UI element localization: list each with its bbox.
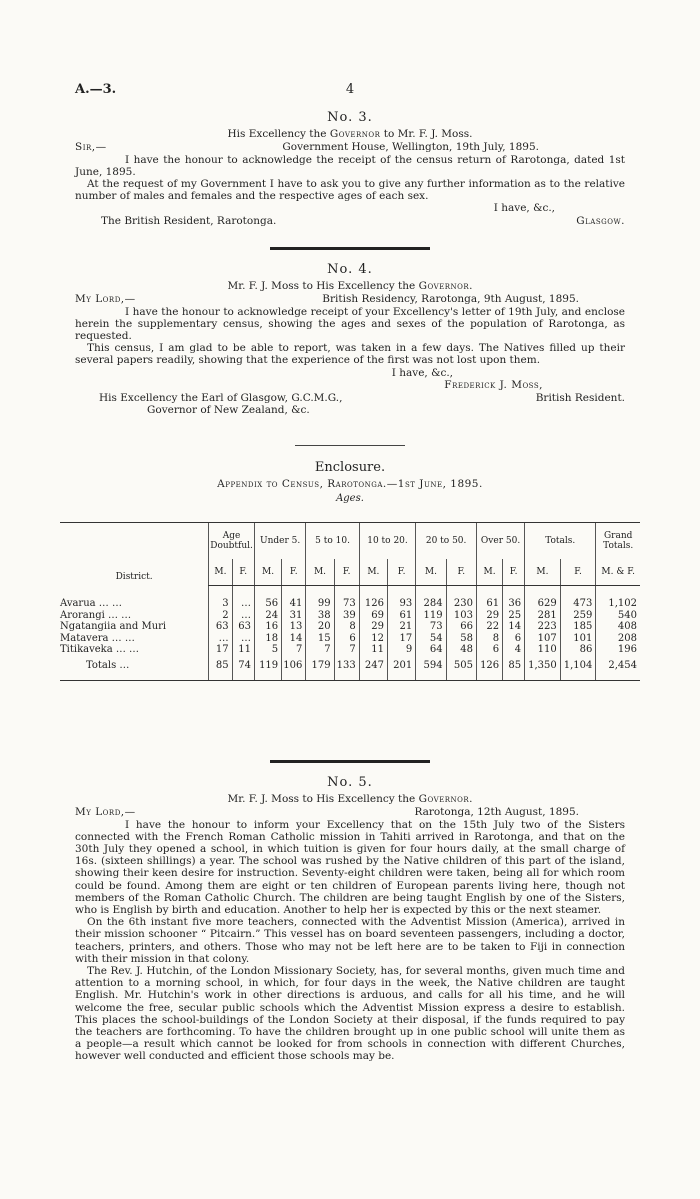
document-reference: A.—3.	[75, 82, 117, 97]
value-cell: 17	[209, 644, 232, 656]
value-cell: 29	[359, 621, 387, 633]
value-cell: 6	[334, 633, 359, 645]
value-cell: 101	[560, 633, 596, 645]
value-cell: 64	[416, 644, 446, 656]
value-cell: 12	[359, 633, 387, 645]
district-cell: Titikaveka … …	[60, 644, 140, 655]
total-cell: 1,104	[560, 656, 596, 672]
letter-no4-paragraph-2: This census, I am glad to be able to report, was taken in a few days. The Natives filled up their several papers readily, showing that the experience of the first was not lost upon them.	[75, 342, 625, 367]
value-cell: 8	[476, 633, 502, 645]
value-cell: …	[209, 633, 232, 645]
value-cell: 61	[388, 610, 416, 622]
rule-cell	[388, 672, 416, 681]
group-header: Grand Totals.	[596, 523, 640, 560]
total-cell: 85	[503, 656, 525, 672]
value-cell: 38	[306, 610, 334, 622]
value-cell: 22	[476, 621, 502, 633]
subtitle-text: His Excellency the	[227, 128, 330, 140]
salutation: Sir,—	[75, 141, 107, 153]
letter-no4-paragraph-1: I have the honour to acknowledge receipt of your Excellency's letter of 19th July, and enclose herein the supplementary census, showing the ages and sexes of the population of Rarotonga, as requested.	[75, 305, 625, 342]
total-cell: 2,454	[596, 656, 640, 672]
spacer-cell	[60, 586, 209, 599]
value-cell: 8	[334, 621, 359, 633]
addressee: His Excellency the Earl of Glasgow, G.C.M.G.,	[99, 391, 343, 404]
table-row	[60, 610, 640, 622]
letter-no3-paragraph-2: At the request of my Government I have to ask you to give any further information as to the relative number of males and females and the respective ages of each sex.	[75, 177, 625, 203]
sex-header: M.	[359, 559, 387, 586]
value-cell: 86	[560, 644, 596, 656]
value-cell: 7	[282, 644, 306, 656]
district-cell: Arorangi … …	[60, 609, 132, 621]
addressee-title: Governor of New Zealand, &c.	[147, 404, 310, 417]
value-cell: 20	[306, 621, 334, 633]
letter-no5-heading-line	[75, 806, 625, 819]
letter-no4-subtitle	[75, 280, 625, 292]
total-cell: 74	[232, 656, 254, 672]
rule-cell	[232, 672, 254, 681]
sex-header: F.	[560, 559, 596, 586]
value-cell: 196	[596, 644, 640, 656]
value-cell: 230	[446, 598, 476, 610]
value-cell: 540	[596, 610, 640, 622]
enclosure-subtitle: Appendix to Census, Rarotonga.—1st June, 1895.	[217, 478, 483, 490]
subtitle-text-end: .	[469, 793, 473, 805]
value-cell: 15	[306, 633, 334, 645]
totals-label: Totals …	[86, 659, 130, 671]
rule-cell	[503, 672, 525, 681]
value-cell: 7	[306, 644, 334, 656]
letter-no5-paragraph-3: The Rev. J. Hutchin, of the London Missionary Society, has, for several months, given much time and attention to a morning school, in which, for four days in the week, the Native children are taught English. Mr. Hutchin's work in other directions is arduous, and calls for all his time, and he will welcome the free, secular public schools which the Adventist Mission express a desire to establish. This places the school-buildings of the London Society at their disposal, if the funds required to pay the teachers are forthcoming. To have the children brought up in one public school will unite them as a people—a result which cannot be looked for from schools in connection with different Churches, however well conducted and efficient those schools may be.	[75, 964, 625, 1063]
value-cell: 259	[560, 610, 596, 622]
value-cell: 126	[359, 598, 387, 610]
value-cell: …	[232, 598, 254, 610]
district-cell: Ngatangiia and Muri	[60, 621, 167, 632]
table-spacer	[60, 586, 640, 599]
district-cell: Matavera … …	[60, 632, 135, 644]
signature: Frederick J. Moss,	[444, 379, 543, 392]
value-cell: 24	[254, 610, 281, 622]
total-cell: 505	[446, 656, 476, 672]
letter-no5-paragraph-1: I have the honour to inform your Excellency that on the 15th July two of the Sisters connected with the French Roman Catholic mission in Tahiti arrived in Rarotonga, and that on the 30th July they opened a school, in which tuition is given for four hours daily, at the small charge of 16s. (sixteen shillings) a year. The school was rushed by the Native children of this part of the island, showing their keen desire for instruction. Seventy-eight children were taken, being all for which room could be found. Among them are eight or ten children of European parents living here, though not members of the Roman Catholic Church. The children are being taught English by one of the Sisters, who is English by birth and education. Another to help her is expected by this or the next steamer.	[75, 818, 625, 916]
signature-title: British Resident.	[535, 391, 625, 404]
rule-cell	[282, 672, 306, 681]
value-cell: 54	[416, 633, 446, 645]
address-date: British Residency, Rarotonga, 9th August, 1895.	[322, 293, 579, 305]
closing: I have, &c.,	[493, 202, 555, 215]
subtitle-text-end: .	[469, 280, 473, 292]
rule-cell	[334, 672, 359, 681]
table-bottom-rule	[60, 672, 640, 681]
value-cell: 31	[282, 610, 306, 622]
value-cell: 16	[254, 621, 281, 633]
value-cell: 14	[282, 633, 306, 645]
value-cell: 223	[525, 621, 561, 633]
value-cell: 2	[209, 610, 232, 622]
value-cell: 29	[476, 610, 502, 622]
total-cell: 594	[416, 656, 446, 672]
value-cell: 9	[388, 644, 416, 656]
subtitle-smallcaps: Governor	[418, 793, 470, 805]
total-cell: 106	[282, 656, 306, 672]
value-cell: 13	[282, 621, 306, 633]
rule-cell	[560, 672, 596, 681]
value-cell: 36	[503, 598, 525, 610]
value-cell: 4	[503, 644, 525, 656]
salutation: My Lord,—	[75, 806, 136, 818]
value-cell: 1,102	[596, 598, 640, 610]
letter-no4-heading-line	[75, 293, 625, 306]
section-divider	[270, 247, 430, 250]
subtitle-text: Mr. F. J. Moss to His Excellency the	[227, 280, 419, 292]
value-cell: 73	[416, 621, 446, 633]
value-cell: 208	[596, 633, 640, 645]
table-row	[60, 644, 640, 656]
value-cell: 7	[334, 644, 359, 656]
value-cell: 284	[416, 598, 446, 610]
value-cell: 6	[476, 644, 502, 656]
value-cell: 61	[476, 598, 502, 610]
subtitle-smallcaps: Governor	[418, 280, 470, 292]
table-row	[60, 598, 640, 610]
sex-header: F.	[446, 559, 476, 586]
value-cell: 73	[334, 598, 359, 610]
total-cell: 133	[334, 656, 359, 672]
letter-no3-title: No. 3.	[327, 110, 373, 125]
total-cell: 201	[388, 656, 416, 672]
value-cell: 25	[503, 610, 525, 622]
value-cell: 99	[306, 598, 334, 610]
totals-row	[60, 656, 640, 672]
value-cell: 473	[560, 598, 596, 610]
letter-no5-paragraph-2: On the 6th instant five more teachers, connected with the Adventist Mission (America), arrived in their mission schooner “ Pitcairn.” This vessel has on board seventeen passengers, including a doctor, teachers, printers, and others. Those who may not be left here are to be taken to Fiji in connection with their mission in that colony.	[75, 916, 625, 965]
group-header: Totals.	[525, 523, 596, 560]
addressee: The British Resident, Rarotonga.	[101, 214, 277, 227]
value-cell: 103	[446, 610, 476, 622]
addressee-line-1	[75, 392, 625, 405]
signature: Glasgow.	[576, 214, 625, 227]
total-cell: 126	[476, 656, 502, 672]
value-cell: 6	[503, 633, 525, 645]
signature-line	[75, 215, 625, 228]
letter-no5-subtitle	[75, 793, 625, 805]
value-cell: 11	[359, 644, 387, 656]
enclosure	[75, 460, 625, 504]
section-divider	[270, 760, 430, 763]
value-cell: 66	[446, 621, 476, 633]
value-cell: 18	[254, 633, 281, 645]
sex-header: M.	[306, 559, 334, 586]
sex-header: M.	[254, 559, 281, 586]
subtitle-smallcaps: Governor	[329, 128, 381, 140]
letter-no4-title: No. 4.	[327, 262, 373, 277]
rule-cell	[596, 672, 640, 681]
rule-cell	[254, 672, 281, 681]
rule-cell	[209, 672, 232, 681]
value-cell: 41	[282, 598, 306, 610]
value-cell: …	[232, 633, 254, 645]
total-cell: 119	[254, 656, 281, 672]
rule-cell	[446, 672, 476, 681]
sex-header: M. & F.	[596, 559, 640, 586]
value-cell: 39	[334, 610, 359, 622]
sex-header: M.	[525, 559, 561, 586]
value-cell: 63	[232, 621, 254, 633]
sex-header: F.	[232, 559, 254, 586]
letter-no3-heading-line	[75, 141, 625, 154]
sex-header: M.	[416, 559, 446, 586]
rule-cell	[525, 672, 561, 681]
group-header: 10 to 20.	[359, 523, 416, 560]
value-cell: 58	[446, 633, 476, 645]
value-cell: 107	[525, 633, 561, 645]
enclosure-ages-label: Ages.	[336, 493, 364, 504]
table-header-row	[60, 523, 640, 560]
rule-cell	[476, 672, 502, 681]
value-cell: 69	[359, 610, 387, 622]
signature-line	[75, 379, 625, 392]
value-cell: …	[232, 610, 254, 622]
address-date: Government House, Wellington, 19th July, 1895.	[282, 141, 539, 153]
closing-line	[75, 367, 625, 380]
group-header: 20 to 50.	[416, 523, 477, 560]
value-cell: 5	[254, 644, 281, 656]
section-divider	[295, 445, 405, 446]
group-header: Over 50.	[476, 523, 524, 560]
salutation: My Lord,—	[75, 293, 136, 305]
sex-header: M.	[476, 559, 502, 586]
value-cell: 119	[416, 610, 446, 622]
value-cell: 408	[596, 621, 640, 633]
sex-header: F.	[282, 559, 306, 586]
district-header: District.	[60, 523, 209, 586]
rule-cell	[60, 672, 209, 681]
total-cell: 179	[306, 656, 334, 672]
subtitle-text: Mr. F. J. Moss to His Excellency the	[227, 793, 419, 805]
addressee-line-2	[75, 404, 625, 417]
rule-cell	[416, 672, 446, 681]
letter-no5-title: No. 5.	[327, 775, 373, 790]
value-cell: 63	[209, 621, 232, 633]
value-cell: 17	[388, 633, 416, 645]
value-cell: 110	[525, 644, 561, 656]
group-header: 5 to 10.	[306, 523, 359, 560]
closing: I have, &c.,	[391, 366, 453, 379]
sex-header: F.	[388, 559, 416, 586]
value-cell: 629	[525, 598, 561, 610]
rule-cell	[306, 672, 334, 681]
total-cell: 85	[209, 656, 232, 672]
letter-no4	[75, 262, 625, 417]
letter-no3	[75, 110, 625, 227]
total-cell: 247	[359, 656, 387, 672]
letter-no5	[75, 775, 625, 1063]
census-table	[60, 522, 640, 681]
enclosure-title: Enclosure.	[314, 460, 386, 475]
subtitle-text-end: to Mr. F. J. Moss.	[380, 128, 473, 140]
address-date: Rarotonga, 12th August, 1895.	[414, 806, 579, 818]
total-cell: 1,350	[525, 656, 561, 672]
value-cell: 3	[209, 598, 232, 610]
letter-no3-paragraph-1: I have the honour to acknowledge the receipt of the census return of Rarotonga, dated 1st June, 1895.	[75, 153, 625, 178]
table-row	[60, 621, 640, 633]
page-header	[75, 82, 625, 100]
group-header: Under 5.	[254, 523, 305, 560]
value-cell: 11	[232, 644, 254, 656]
group-header: Age Doubtful.	[209, 523, 255, 560]
sex-header: M.	[209, 559, 232, 586]
rule-cell	[359, 672, 387, 681]
closing-line	[75, 202, 625, 215]
value-cell: 14	[503, 621, 525, 633]
table-row	[60, 633, 640, 645]
district-cell: Avarua … …	[60, 598, 122, 609]
letter-no3-subtitle	[75, 128, 625, 140]
value-cell: 56	[254, 598, 281, 610]
value-cell: 21	[388, 621, 416, 633]
sex-header: F.	[334, 559, 359, 586]
value-cell: 281	[525, 610, 561, 622]
page-number: 4	[345, 82, 355, 97]
sex-header: F.	[503, 559, 525, 586]
value-cell: 48	[446, 644, 476, 656]
value-cell: 185	[560, 621, 596, 633]
value-cell: 93	[388, 598, 416, 610]
